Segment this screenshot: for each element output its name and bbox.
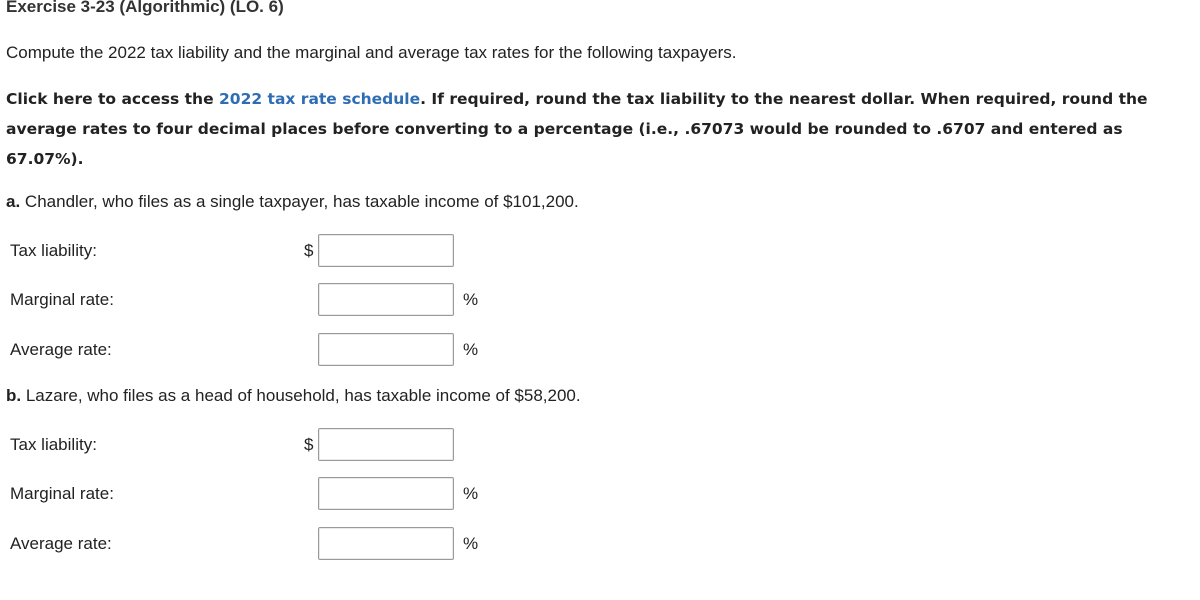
part-b-tax-liability-input[interactable]	[318, 428, 454, 461]
part-a-text: Chandler, who files as a single taxpayer, has taxable income of $101,200.	[24, 192, 579, 211]
exercise-directions	[6, 84, 1191, 174]
part-b-marginal-rate-input[interactable]	[318, 477, 454, 510]
part-b-average-percent-sign: %	[463, 534, 479, 553]
tax-rate-schedule-link[interactable]: 2022 tax rate schedule	[219, 90, 421, 108]
part-a-tax-liability-label: Tax liability:	[10, 241, 97, 260]
part-a-average-rate-label: Average rate:	[10, 340, 112, 359]
directions-suffix: . If required, round the tax liability to the nearest dollar. When required, round the average rates to four decimal places before converting to a percentage (i.e., .67073 would be rounded to .6707 and entered as 67.07%).	[6, 90, 1148, 168]
part-a-marginal-rate-label: Marginal rate:	[10, 290, 114, 309]
part-b-heading	[6, 386, 581, 406]
part-a-tax-liability-input[interactable]	[318, 234, 454, 267]
part-a-dollar-sign: $	[304, 241, 314, 260]
part-a-heading	[6, 192, 579, 212]
part-b-tax-liability-label: Tax liability:	[10, 435, 97, 454]
part-b-letter: b.	[6, 386, 22, 405]
part-a-average-percent-sign: %	[463, 340, 479, 359]
part-a-average-rate-input[interactable]	[318, 333, 454, 366]
part-b-marginal-percent-sign: %	[463, 484, 479, 503]
part-b-average-rate-label: Average rate:	[10, 534, 112, 553]
part-a-marginal-rate-input[interactable]	[318, 283, 454, 316]
part-b-average-rate-input[interactable]	[318, 527, 454, 560]
part-a-letter: a.	[6, 192, 21, 211]
part-b-dollar-sign: $	[304, 435, 314, 454]
exercise-title: Exercise 3-23 (Algorithmic) (LO. 6)	[6, 0, 284, 16]
part-b-text: Lazare, who files as a head of household, has taxable income of $58,200.	[25, 386, 581, 405]
exercise-instruction: Compute the 2022 tax liability and the marginal and average tax rates for the following taxpayers.	[6, 43, 737, 62]
part-b-marginal-rate-label: Marginal rate:	[10, 484, 114, 503]
directions-prefix: Click here to access the	[6, 90, 219, 108]
part-a-marginal-percent-sign: %	[463, 290, 479, 309]
